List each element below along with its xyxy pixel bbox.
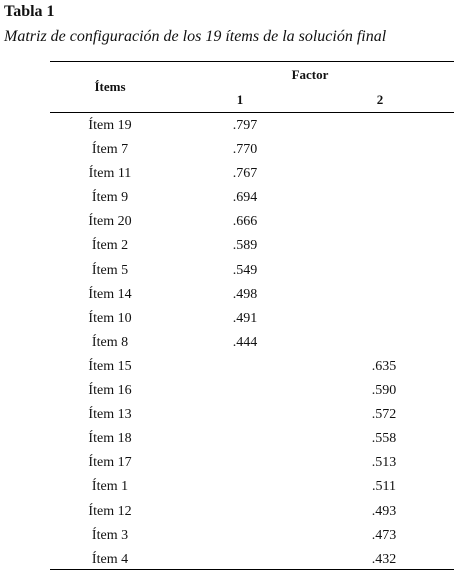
item-label: Ítem 19: [88, 118, 132, 133]
factor-1-loading: .797: [232, 118, 258, 133]
factor-2-loading: .493: [371, 503, 397, 519]
factor-1-loading: .498: [232, 286, 258, 302]
factor-2-loading: .558: [371, 431, 397, 447]
item-label: Ítem 9: [91, 190, 129, 206]
table-row: [50, 451, 454, 475]
factor-2-loading: .432: [371, 551, 397, 567]
item-label: Ítem 10: [88, 310, 132, 326]
item-label: Ítem 3: [91, 527, 129, 543]
item-label: Ítem 16: [88, 383, 132, 399]
item-label: Ítem 15: [88, 358, 132, 374]
factor-2-loading: .513: [371, 455, 397, 471]
table-row: [50, 259, 454, 283]
item-label: Ítem 1: [91, 479, 129, 495]
item-label: Ítem 12: [88, 503, 132, 519]
factor-2-loading: .635: [371, 358, 397, 374]
item-label: Ítem 5: [91, 262, 129, 278]
table-row: [50, 283, 454, 307]
item-label: Ítem 13: [88, 407, 132, 423]
item-label: Ítem 20: [88, 214, 132, 230]
item-label: Ítem 11: [88, 166, 132, 182]
factor-1-loading: .767: [232, 166, 258, 182]
table-bottom-rule: [50, 569, 454, 570]
item-label: Ítem 17: [88, 455, 132, 471]
factor-1-loading: .549: [232, 262, 258, 278]
header-factor-1: 1: [236, 92, 244, 107]
table-row: [50, 379, 454, 403]
table-row: [50, 475, 454, 499]
factor-1-loading: .770: [232, 142, 258, 158]
table-top-rule: [50, 61, 454, 62]
table-row: [50, 234, 454, 258]
header-factor: Factor: [291, 67, 329, 82]
table-row: [50, 355, 454, 379]
table-row: [50, 500, 454, 524]
table-row: [50, 524, 454, 548]
table-row: [50, 403, 454, 427]
item-label: Ítem 7: [91, 142, 129, 158]
table-row: [50, 138, 454, 162]
factor-1-loading: .444: [232, 334, 258, 350]
table-body: [50, 114, 454, 572]
header-items: Ítems: [94, 79, 126, 94]
factor-1-loading: .491: [232, 310, 258, 326]
header-factor-2: 2: [376, 92, 384, 107]
item-label: Ítem 2: [91, 238, 129, 254]
table-row: [50, 427, 454, 451]
factor-2-loading: .511: [372, 479, 396, 495]
table-row: [50, 162, 454, 186]
factor-1-loading: .694: [232, 190, 258, 206]
factor-2-loading: .473: [371, 527, 397, 543]
table-header-rule: [50, 112, 454, 113]
table-row: [50, 307, 454, 331]
table-row: [50, 210, 454, 234]
factor-2-loading: .572: [371, 407, 397, 423]
table-title: Tabla 1: [4, 3, 55, 20]
item-label: Ítem 18: [88, 431, 132, 447]
item-label: Ítem 14: [88, 286, 132, 302]
factor-1-loading: .666: [232, 214, 258, 230]
table-row: [50, 114, 454, 138]
item-label: Ítem 8: [91, 334, 129, 350]
table-caption: Matriz de configuración de los 19 ítems de la solución final: [4, 28, 387, 45]
factor-1-loading: .589: [232, 238, 258, 254]
factor-2-loading: .590: [371, 383, 397, 399]
item-label: Ítem 4: [91, 551, 129, 567]
table-row: [50, 331, 454, 355]
table-row: [50, 186, 454, 210]
